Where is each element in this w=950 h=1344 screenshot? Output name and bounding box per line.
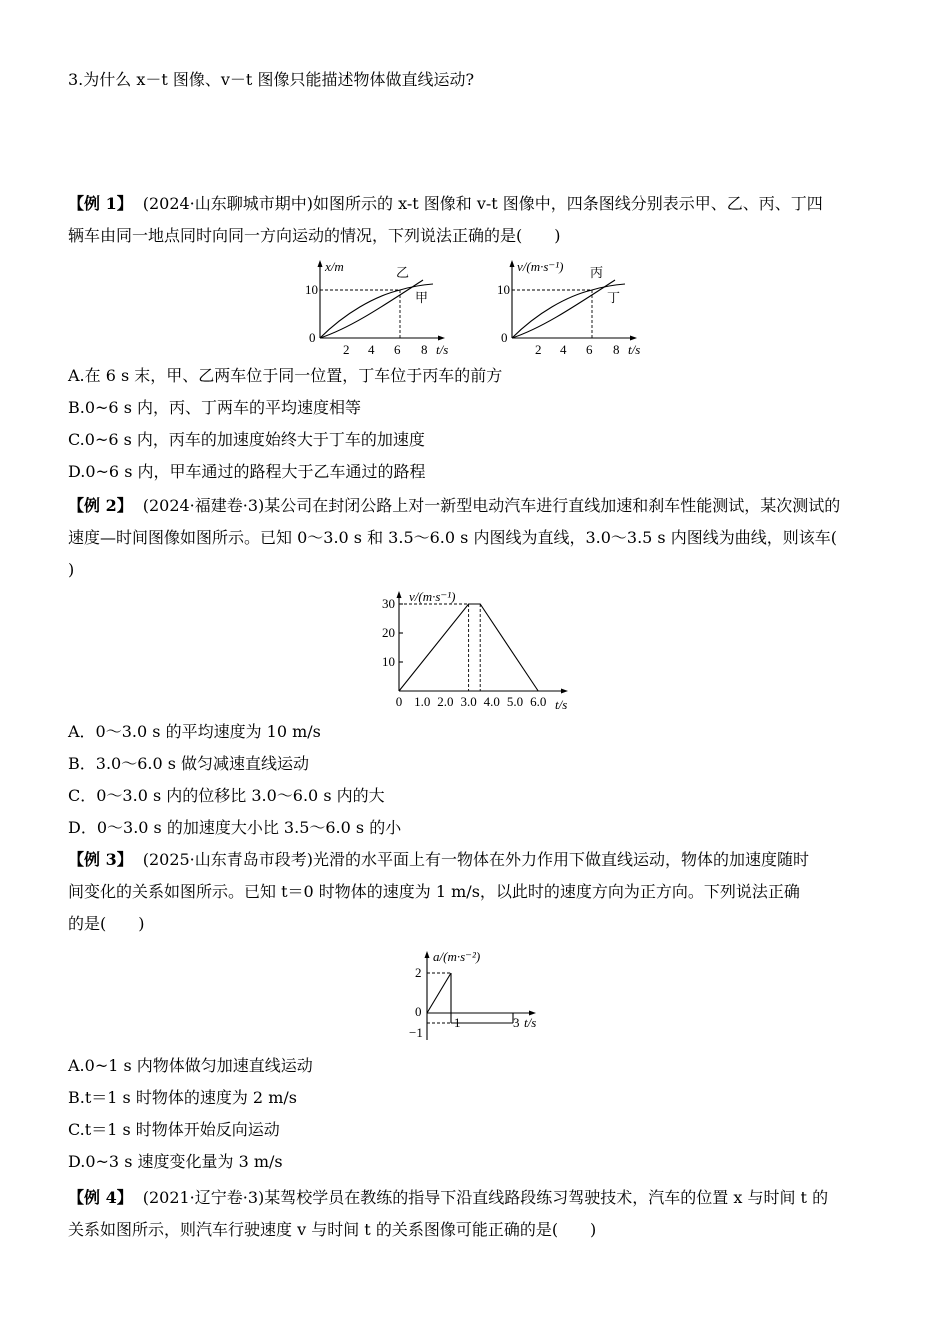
xt-xlabel: t/s — [436, 342, 449, 357]
chart2-xlabel: t/s — [555, 697, 568, 712]
example-2-stem-line3: ) — [68, 560, 75, 579]
option-d: D.0~6 s 内，甲车通过的路程大于乙车通过的路程 — [68, 462, 426, 481]
xt-graph — [305, 258, 465, 358]
option-a: A.在 6 s 末，甲、乙两车位于同一位置，丁车位于丙车的前方 — [68, 366, 503, 385]
at-graph — [405, 948, 545, 1044]
option-c: C.0~6 s 内，丙车的加速度始终大于丁车的加速度 — [68, 430, 425, 449]
chart2-y-tick-label: 30 — [382, 596, 395, 611]
vt-ylabel: v/(m·s⁻¹) — [517, 259, 564, 274]
xt-label-yi: 乙 — [396, 266, 410, 281]
vt-xtick: 4 — [560, 342, 567, 357]
chart2-ylabel: v/(m·s⁻¹) — [409, 589, 456, 604]
at-origin: 0 — [415, 1004, 422, 1019]
vt-ytick: 10 — [497, 282, 510, 297]
example-2-vt-chart — [375, 588, 575, 714]
chart2-x-tick-label: 1.0 — [414, 694, 431, 709]
option-a: A.0~1 s 内物体做匀加速直线运动 — [68, 1056, 313, 1075]
chart2-series-line — [399, 604, 538, 691]
example-3-options — [68, 1050, 888, 1178]
vt-xtick: 8 — [613, 342, 620, 357]
option-b: B．3.0～6.0 s 做匀减速直线运动 — [68, 754, 310, 773]
xt-origin: 0 — [309, 330, 316, 345]
option-d: D．0～3.0 s 的加速度大小比 3.5～6.0 s 的小 — [68, 818, 402, 837]
vt-label-ding: 丁 — [607, 291, 621, 306]
xt-label-jia: 甲 — [415, 291, 429, 306]
example-2-options — [68, 716, 888, 844]
example-4-tag: 【例 4】 — [68, 1188, 133, 1207]
chart2-y-tick-label: 20 — [382, 625, 395, 640]
example-3-stem-line3: 的是( ) — [68, 914, 145, 933]
example-2-stem — [68, 490, 888, 586]
option-c: C.t＝1 s 时物体开始反向运动 — [68, 1120, 280, 1139]
xt-curve-yi — [320, 280, 423, 338]
chart2-x-tick-label: 3.0 — [460, 694, 477, 709]
at-xlabel: t/s — [524, 1015, 537, 1030]
example-3-stem-line2: 间变化的关系如图所示。已知 t＝0 时物体的速度为 1 m/s，以此时的速度方向为正方向。下列说法正确 — [68, 882, 800, 901]
option-b: B.t＝1 s 时物体的速度为 2 m/s — [68, 1088, 297, 1107]
question-3: 3.为什么 x－t 图像、v－t 图像只能描述物体做直线运动? — [68, 70, 475, 89]
vt-xtick: 6 — [586, 342, 593, 357]
option-b: B.0~6 s 内，丙、丁两车的平均速度相等 — [68, 398, 361, 417]
example-3-stem-line1: (2025·山东青岛市段考)光滑的水平面上有一物体在外力作用下做直线运动，物体的加速度随时 — [142, 850, 810, 869]
chart2-x-tick-label: 5.0 — [506, 694, 524, 709]
example-1-tag: 【例 1】 — [68, 194, 133, 213]
chart2-x-tick-label: 4.0 — [483, 694, 500, 709]
example-4-stem — [68, 1182, 888, 1246]
at-xtick-3: 3 — [513, 1015, 520, 1030]
vt-label-bing: 丙 — [590, 266, 604, 281]
example-4-stem-line1: (2021·辽宁卷·3)某驾校学员在教练的指导下沿直线路段练习驾驶技术，汽车的位置 x 与时间 t 的 — [142, 1188, 829, 1207]
example-2-stem-line1: (2024·福建卷·3)某公司在封闭公路上对一新型电动汽车进行直线加速和刹车性能测试，某次测试的 — [142, 496, 841, 515]
chart2-x-tick-label: 6.0 — [530, 694, 547, 709]
vt-curve-bing — [512, 280, 615, 338]
option-c: C．0～3.0 s 内的位移比 3.0～6.0 s 内的大 — [68, 786, 385, 805]
xt-xtick: 2 — [343, 342, 350, 357]
at-ytick-neg1: −1 — [409, 1025, 423, 1040]
xt-ytick: 10 — [305, 282, 318, 297]
example-2-stem-line2: 速度—时间图像如图所示。已知 0～3.0 s 和 3.5～6.0 s 内图线为直线，3.0～3.5 s 内图线为曲线，则该车( — [68, 528, 837, 547]
xt-ylabel: x/m — [325, 259, 344, 274]
example-4-stem-line2: 关系如图所示，则汽车行驶速度 v 与时间 t 的关系图像可能正确的是( ) — [68, 1220, 597, 1239]
option-d: D.0~3 s 速度变化量为 3 m/s — [68, 1152, 283, 1171]
xt-xtick: 4 — [368, 342, 375, 357]
example-1-stem-line1: (2024·山东聊城市期中)如图所示的 x-t 图像和 v-t 图像中，四条图线分别表示甲、乙、丙、丁四 — [142, 194, 823, 213]
chart2-x-tick-label: 0 — [395, 694, 403, 709]
at-ylabel: a/(m·s⁻²) — [433, 949, 481, 964]
at-xtick-1: 1 — [454, 1015, 461, 1030]
example-3-tag: 【例 3】 — [68, 850, 133, 869]
example-1-stem-line2: 辆车由同一地点同时向同一方向运动的情况，下列说法正确的是( ) — [68, 226, 561, 245]
example-1-options — [68, 360, 888, 488]
example-1-stem — [68, 188, 888, 252]
vt-xtick: 2 — [535, 342, 542, 357]
vt-xlabel: t/s — [628, 342, 641, 357]
chart2-x-tick-label: 2.0 — [437, 694, 454, 709]
example-2-tag: 【例 2】 — [68, 496, 133, 515]
xt-xtick: 6 — [394, 342, 401, 357]
at-segment-rise — [427, 973, 451, 1013]
chart2-y-tick-label: 10 — [382, 654, 395, 669]
vt-graph — [497, 258, 657, 358]
option-a: A．0～3.0 s 的平均速度为 10 m/s — [68, 722, 321, 741]
xt-xtick: 8 — [421, 342, 428, 357]
example-3-stem — [68, 844, 888, 940]
vt-origin: 0 — [501, 330, 508, 345]
at-ytick-2: 2 — [415, 965, 422, 980]
